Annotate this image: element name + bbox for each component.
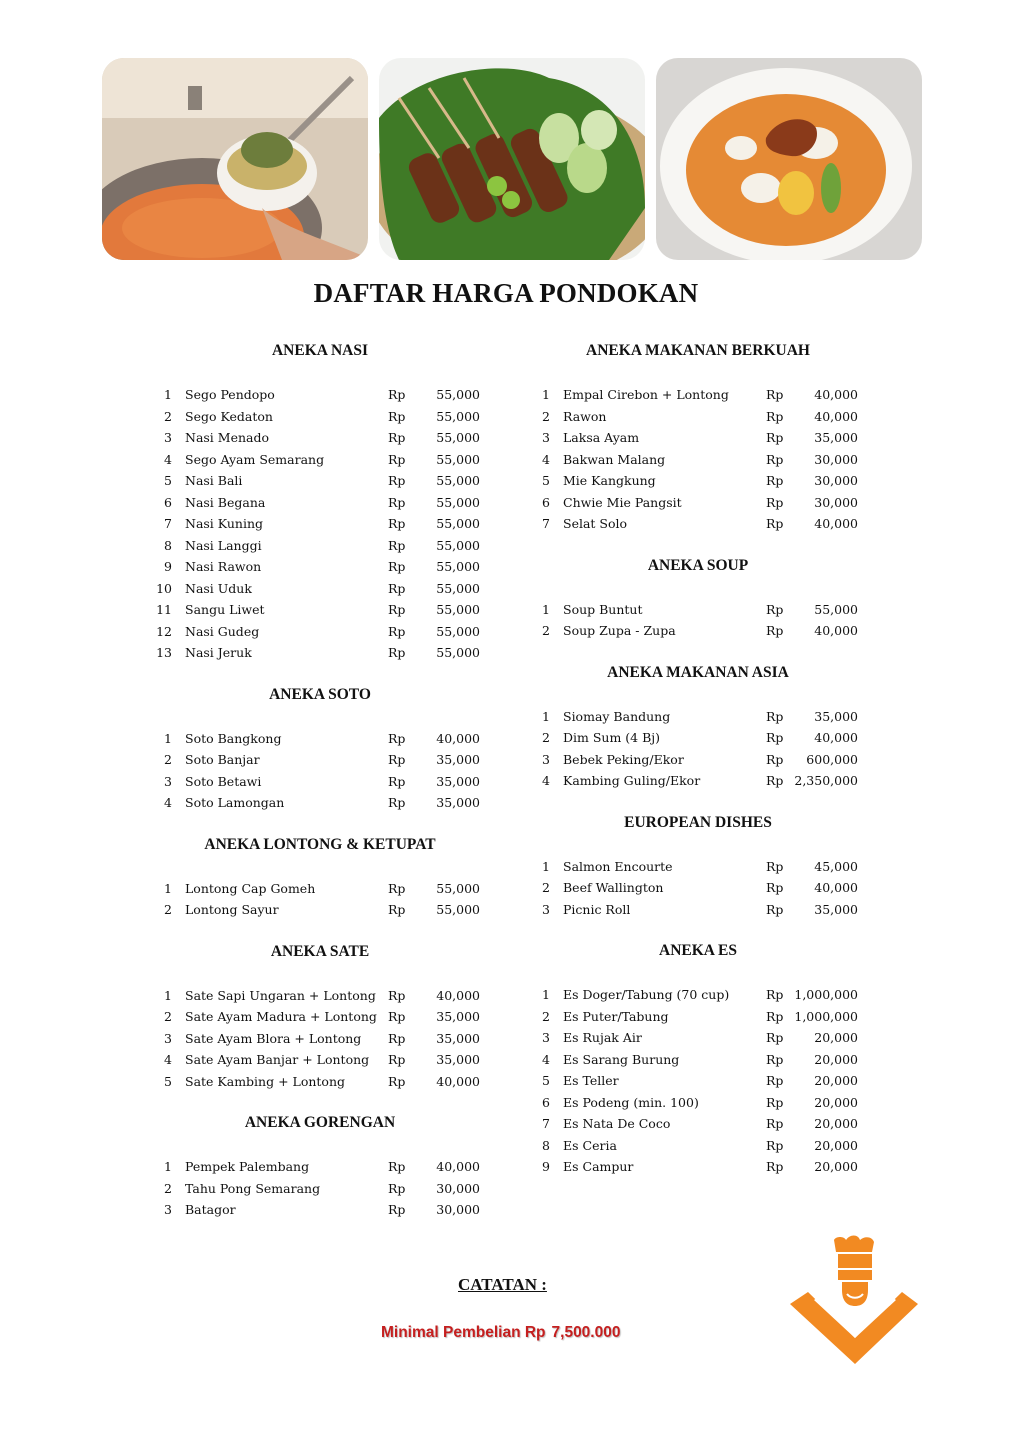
section-heading: ANEKA ES	[659, 942, 737, 959]
menu-item-row	[150, 384, 490, 406]
item-number: 12	[156, 623, 172, 639]
minimum-purchase-amount: 7,500.000	[551, 1324, 621, 1341]
section-spacer	[150, 664, 490, 684]
item-name: Empal Cirebon + Lontong	[563, 387, 729, 402]
item-number: 2	[542, 408, 550, 424]
item-currency: Rp	[766, 1116, 784, 1131]
item-price: 600,000	[806, 751, 858, 767]
menu-item-row	[150, 899, 490, 921]
menu-item-row	[528, 492, 868, 514]
item-number: 1	[164, 880, 172, 896]
item-currency: Rp	[766, 730, 784, 745]
curry-ladle-photo	[102, 58, 368, 260]
item-number: 10	[156, 580, 172, 596]
item-name: Nasi Jeruk	[185, 645, 252, 660]
menu-item-row	[528, 1092, 868, 1114]
menu-item-row	[528, 856, 868, 878]
item-number: 2	[542, 1008, 550, 1024]
menu-item-row	[528, 727, 868, 749]
item-name: Es Nata De Coco	[563, 1116, 671, 1131]
item-name: Nasi Gudeg	[185, 623, 260, 639]
menu-item-row	[528, 1135, 868, 1157]
section-heading: ANEKA MAKANAN ASIA	[607, 663, 789, 681]
menu-item-row	[150, 771, 490, 793]
minimum-purchase-label: Minimal Pembelian Rp	[381, 1324, 546, 1341]
item-number: 8	[164, 537, 172, 553]
item-currency: Rp	[388, 623, 406, 639]
item-currency: Rp	[388, 773, 406, 789]
menu-item-row	[528, 406, 868, 428]
item-currency: Rp	[766, 1030, 784, 1045]
item-number: 3	[164, 773, 172, 789]
item-number: 5	[164, 1073, 172, 1089]
item-price: 55,000	[814, 601, 858, 617]
menu-item-row	[150, 1199, 490, 1221]
item-name: Sate Ayam Blora + Lontong	[185, 1030, 362, 1046]
item-number: 4	[542, 773, 550, 788]
item-number: 2	[164, 1009, 172, 1024]
item-name: Sego Ayam Semarang	[185, 451, 325, 467]
menu-item-row	[528, 1027, 868, 1049]
item-number: 4	[164, 451, 172, 467]
item-price: 30,000	[814, 473, 858, 488]
item-price: 40,000	[436, 1073, 480, 1089]
item-currency: Rp	[388, 1073, 406, 1089]
menu-item-row	[150, 556, 490, 578]
item-price: 55,000	[436, 494, 480, 510]
item-currency: Rp	[388, 987, 406, 1003]
item-currency: Rp	[766, 1073, 784, 1088]
menu-item-row	[150, 406, 490, 428]
item-name: Sate Kambing + Lontong	[185, 1073, 346, 1089]
menu-item-row	[150, 1071, 490, 1093]
item-currency: Rp	[766, 430, 784, 445]
item-price: 55,000	[436, 559, 480, 574]
item-price: 20,000	[814, 1116, 858, 1131]
item-number: 2	[164, 752, 172, 767]
item-number: 6	[164, 494, 172, 510]
item-name: Sate Ayam Madura + Lontong	[185, 1009, 377, 1024]
menu-item-row	[528, 513, 868, 535]
section-spacer	[150, 814, 490, 834]
menu-item-row	[528, 384, 868, 406]
section-heading: ANEKA LONTONG & KETUPAT	[204, 835, 436, 853]
item-name: Beef Wallington	[563, 880, 664, 895]
item-name: Nasi Bali	[185, 473, 243, 488]
item-name: Soto Bangkong	[185, 730, 282, 746]
menu-item-row	[150, 1006, 490, 1028]
item-price: 55,000	[436, 645, 480, 660]
lontong-sayur-bowl-photo-graphic	[656, 58, 922, 260]
menu-item-row	[150, 492, 490, 514]
item-price: 40,000	[814, 387, 858, 402]
item-name: Soto Lamongan	[185, 795, 285, 810]
item-number: 7	[164, 516, 172, 531]
item-number: 1	[542, 987, 550, 1002]
item-currency: Rp	[766, 408, 784, 424]
item-number: 3	[164, 430, 172, 445]
menu-item-row	[528, 470, 868, 492]
chef-hat-icon	[834, 1236, 874, 1307]
item-name: Dim Sum (4 Bj)	[563, 730, 661, 745]
menu-item-row	[150, 427, 490, 449]
curry-ladle-photo-graphic	[102, 58, 368, 260]
item-number: 2	[542, 730, 550, 745]
item-number: 3	[164, 1202, 172, 1217]
item-currency: Rp	[388, 430, 406, 445]
item-number: 3	[164, 1030, 172, 1046]
item-currency: Rp	[388, 1009, 406, 1024]
item-name: Nasi Kuning	[185, 516, 263, 531]
menu-item-row	[528, 1006, 868, 1028]
item-price: 35,000	[436, 752, 480, 767]
menu-item-row	[150, 535, 490, 557]
item-currency: Rp	[388, 516, 406, 531]
section-spacer	[528, 920, 868, 940]
item-price: 55,000	[436, 430, 480, 445]
item-name: Soto Banjar	[185, 752, 260, 767]
item-number: 8	[542, 1137, 550, 1153]
item-number: 5	[542, 473, 550, 488]
item-number: 4	[164, 1052, 172, 1067]
item-name: Soto Betawi	[185, 773, 262, 789]
item-number: 6	[542, 1094, 550, 1110]
chef-hat-logo	[786, 1234, 918, 1366]
item-currency: Rp	[766, 494, 784, 510]
item-name: Es Campur	[563, 1159, 634, 1174]
item-currency: Rp	[766, 1137, 784, 1153]
item-currency: Rp	[388, 494, 406, 510]
section-heading: EUROPEAN DISHES	[624, 813, 772, 831]
item-currency: Rp	[766, 1094, 784, 1110]
item-price: 30,000	[436, 1180, 480, 1196]
item-name: Es Sarang Burung	[563, 1051, 680, 1067]
item-price: 35,000	[436, 1009, 480, 1024]
item-number: 4	[542, 451, 550, 467]
item-number: 1	[164, 730, 172, 746]
item-price: 2,350,000	[794, 773, 858, 788]
item-name: Chwie Mie Pangsit	[563, 494, 682, 510]
item-currency: Rp	[388, 1030, 406, 1046]
menu-item-row	[150, 513, 490, 535]
item-currency: Rp	[388, 1052, 406, 1067]
item-name: Lontong Cap Gomeh	[185, 880, 316, 896]
item-currency: Rp	[388, 880, 406, 896]
item-name: Nasi Rawon	[185, 559, 262, 574]
menu-item-row	[528, 1070, 868, 1092]
menu-column-left	[150, 340, 490, 1221]
item-price: 1,000,000	[794, 1008, 858, 1024]
item-currency: Rp	[766, 858, 784, 874]
item-name: Sate Sapi Ungaran + Lontong	[185, 987, 376, 1003]
item-name: Selat Solo	[563, 516, 628, 531]
item-name: Tahu Pong Semarang	[185, 1180, 321, 1196]
item-name: Sangu Liwet	[185, 602, 265, 617]
item-number: 6	[542, 494, 550, 510]
item-number: 9	[542, 1159, 550, 1174]
menu-item-row	[528, 427, 868, 449]
item-name: Siomay Bandung	[563, 708, 671, 724]
item-name: Bakwan Malang	[563, 451, 666, 467]
menu-item-row	[528, 770, 868, 792]
item-number: 3	[542, 751, 550, 767]
item-currency: Rp	[766, 1008, 784, 1024]
item-price: 35,000	[436, 1052, 480, 1067]
item-price: 35,000	[814, 430, 858, 445]
item-name: Picnic Roll	[563, 901, 631, 917]
satay-platter-photo-graphic	[379, 58, 645, 260]
item-currency: Rp	[766, 1051, 784, 1067]
item-price: 40,000	[436, 1159, 480, 1174]
section-heading: ANEKA NASI	[271, 342, 369, 359]
item-price: 20,000	[814, 1137, 858, 1153]
menu-item-row	[150, 749, 490, 771]
menu-item-row	[528, 877, 868, 899]
item-name: Nasi Langgi	[185, 537, 262, 553]
item-number: 7	[542, 516, 550, 531]
item-price: 40,000	[436, 987, 480, 1003]
item-number: 2	[164, 408, 172, 424]
item-price: 45,000	[814, 858, 858, 874]
item-currency: Rp	[766, 601, 784, 617]
item-currency: Rp	[766, 451, 784, 467]
item-price: 1,000,000	[794, 987, 858, 1002]
section-heading: ANEKA MAKANAN BERKUAH	[586, 342, 810, 359]
item-price: 40,000	[814, 623, 858, 638]
item-currency: Rp	[388, 387, 406, 402]
item-price: 20,000	[814, 1051, 858, 1067]
item-number: 1	[164, 987, 172, 1003]
menu-item-row	[150, 599, 490, 621]
menu-column-right	[528, 340, 868, 1178]
item-number: 4	[542, 1051, 550, 1067]
item-price: 55,000	[436, 623, 480, 639]
item-price: 55,000	[436, 602, 480, 617]
menu-item-row	[150, 985, 490, 1007]
item-price: 55,000	[436, 902, 480, 917]
menu-item-row	[150, 621, 490, 643]
item-price: 20,000	[814, 1094, 858, 1110]
item-name: Es Rujak Air	[563, 1030, 642, 1045]
item-currency: Rp	[766, 623, 784, 638]
menu-item-row	[528, 620, 868, 642]
item-price: 55,000	[436, 880, 480, 896]
item-number: 1	[542, 708, 550, 724]
page-title: DAFTAR HARGA PONDOKAN	[313, 278, 699, 308]
menu-item-row	[150, 449, 490, 471]
menu-item-row	[528, 749, 868, 771]
item-number: 11	[156, 602, 172, 617]
item-number: 1	[542, 858, 550, 874]
section-spacer	[528, 642, 868, 662]
item-number: 5	[542, 1073, 550, 1088]
item-number: 2	[542, 623, 550, 638]
menu-item-row	[528, 899, 868, 921]
item-price: 35,000	[436, 1030, 480, 1046]
item-name: Nasi Begana	[185, 494, 266, 510]
item-price: 35,000	[436, 773, 480, 789]
menu-item-row	[150, 578, 490, 600]
section-heading: ANEKA SATE	[270, 942, 370, 960]
item-name: Sate Ayam Banjar + Lontong	[185, 1052, 370, 1067]
menu-item-row	[528, 706, 868, 728]
item-currency: Rp	[388, 1180, 406, 1196]
item-currency: Rp	[388, 730, 406, 746]
item-currency: Rp	[388, 795, 406, 810]
item-price: 40,000	[814, 880, 858, 895]
menu-item-row	[150, 470, 490, 492]
menu-item-row	[528, 449, 868, 471]
item-price: 55,000	[436, 537, 480, 553]
item-price: 40,000	[436, 730, 480, 746]
item-number: 4	[164, 795, 172, 810]
menu-item-row	[528, 984, 868, 1006]
menu-item-row	[150, 878, 490, 900]
item-number: 2	[542, 880, 550, 895]
item-price: 40,000	[814, 516, 858, 531]
item-number: 1	[542, 601, 550, 617]
item-price: 30,000	[436, 1202, 480, 1217]
item-number: 3	[542, 430, 550, 445]
item-price: 35,000	[814, 901, 858, 917]
item-price: 55,000	[436, 580, 480, 596]
item-currency: Rp	[766, 773, 784, 788]
item-name: Soup Zupa - Zupa	[563, 623, 676, 638]
section-spacer	[150, 921, 490, 941]
item-price: 55,000	[436, 516, 480, 531]
menu-item-row	[150, 1049, 490, 1071]
item-number: 5	[164, 473, 172, 488]
item-currency: Rp	[766, 901, 784, 917]
item-currency: Rp	[388, 902, 406, 917]
item-number: 3	[542, 901, 550, 917]
menu-item-row	[150, 1178, 490, 1200]
item-currency: Rp	[388, 451, 406, 467]
menu-item-row	[528, 1049, 868, 1071]
section-heading: ANEKA SOUP	[647, 556, 749, 574]
item-price: 20,000	[814, 1030, 858, 1045]
item-name: Sego Kedaton	[185, 408, 273, 424]
menu-item-row	[528, 1156, 868, 1178]
item-currency: Rp	[388, 602, 406, 617]
item-price: 55,000	[436, 387, 480, 402]
item-name: Nasi Menado	[185, 430, 270, 445]
section-spacer	[150, 1092, 490, 1112]
menu-item-row	[150, 792, 490, 814]
item-number: 2	[164, 902, 172, 917]
item-name: Es Doger/Tabung (70 cup)	[563, 987, 730, 1002]
item-currency: Rp	[766, 880, 784, 895]
item-name: Nasi Uduk	[185, 580, 252, 596]
item-price: 55,000	[436, 451, 480, 467]
item-currency: Rp	[388, 473, 406, 488]
item-name: Lontong Sayur	[185, 902, 279, 917]
item-name: Mie Kangkung	[563, 473, 656, 488]
item-currency: Rp	[388, 752, 406, 767]
satay-platter-photo	[379, 58, 645, 260]
item-number: 2	[164, 1180, 172, 1196]
item-name: Rawon	[563, 408, 607, 424]
section-spacer	[528, 535, 868, 555]
item-currency: Rp	[766, 473, 784, 488]
item-price: 35,000	[436, 795, 480, 810]
item-name: Laksa Ayam	[563, 430, 640, 445]
item-number: 1	[164, 1159, 172, 1174]
item-currency: Rp	[766, 987, 784, 1002]
item-name: Sego Pendopo	[185, 387, 275, 402]
item-number: 1	[542, 387, 550, 402]
item-name: Salmon Encourte	[563, 858, 673, 874]
item-price: 30,000	[814, 451, 858, 467]
item-price: 40,000	[814, 730, 858, 745]
section-spacer	[528, 792, 868, 812]
item-currency: Rp	[766, 516, 784, 531]
item-number: 13	[156, 645, 172, 660]
item-currency: Rp	[766, 708, 784, 724]
item-name: Es Puter/Tabung	[563, 1008, 669, 1024]
item-currency: Rp	[388, 645, 406, 660]
item-number: 9	[164, 559, 172, 574]
item-currency: Rp	[766, 1159, 784, 1174]
item-currency: Rp	[388, 580, 406, 596]
item-currency: Rp	[388, 559, 406, 574]
item-price: 55,000	[436, 473, 480, 488]
item-name: Pempek Palembang	[185, 1159, 310, 1174]
menu-item-row	[150, 642, 490, 664]
notes-title: CATATAN :	[458, 1275, 547, 1294]
minimum-purchase-note	[381, 1324, 620, 1342]
item-price: 30,000	[814, 494, 858, 510]
item-currency: Rp	[388, 408, 406, 424]
item-currency: Rp	[388, 537, 406, 553]
item-number: 1	[164, 387, 172, 402]
item-name: Es Ceria	[563, 1137, 617, 1153]
item-name: Es Teller	[563, 1073, 619, 1088]
item-price: 40,000	[814, 408, 858, 424]
item-name: Soup Buntut	[563, 601, 643, 617]
item-name: Bebek Peking/Ekor	[563, 751, 684, 767]
item-price: 20,000	[814, 1073, 858, 1088]
item-price: 55,000	[436, 408, 480, 424]
item-name: Batagor	[185, 1202, 236, 1217]
section-heading: ANEKA GORENGAN	[244, 1114, 396, 1131]
item-number: 7	[542, 1116, 550, 1131]
lontong-sayur-bowl-photo	[656, 58, 922, 260]
menu-item-row	[528, 1113, 868, 1135]
section-heading: ANEKA SOTO	[269, 685, 371, 703]
item-price: 35,000	[814, 708, 858, 724]
item-name: Kambing Guling/Ekor	[563, 773, 701, 788]
item-currency: Rp	[766, 387, 784, 402]
item-price: 20,000	[814, 1159, 858, 1174]
menu-item-row	[528, 599, 868, 621]
item-currency: Rp	[388, 1202, 406, 1217]
menu-item-row	[150, 1028, 490, 1050]
item-name: Es Podeng (min. 100)	[563, 1094, 699, 1110]
item-currency: Rp	[766, 751, 784, 767]
item-number: 3	[542, 1030, 550, 1045]
menu-item-row	[150, 728, 490, 750]
menu-item-row	[150, 1156, 490, 1178]
item-currency: Rp	[388, 1159, 406, 1174]
